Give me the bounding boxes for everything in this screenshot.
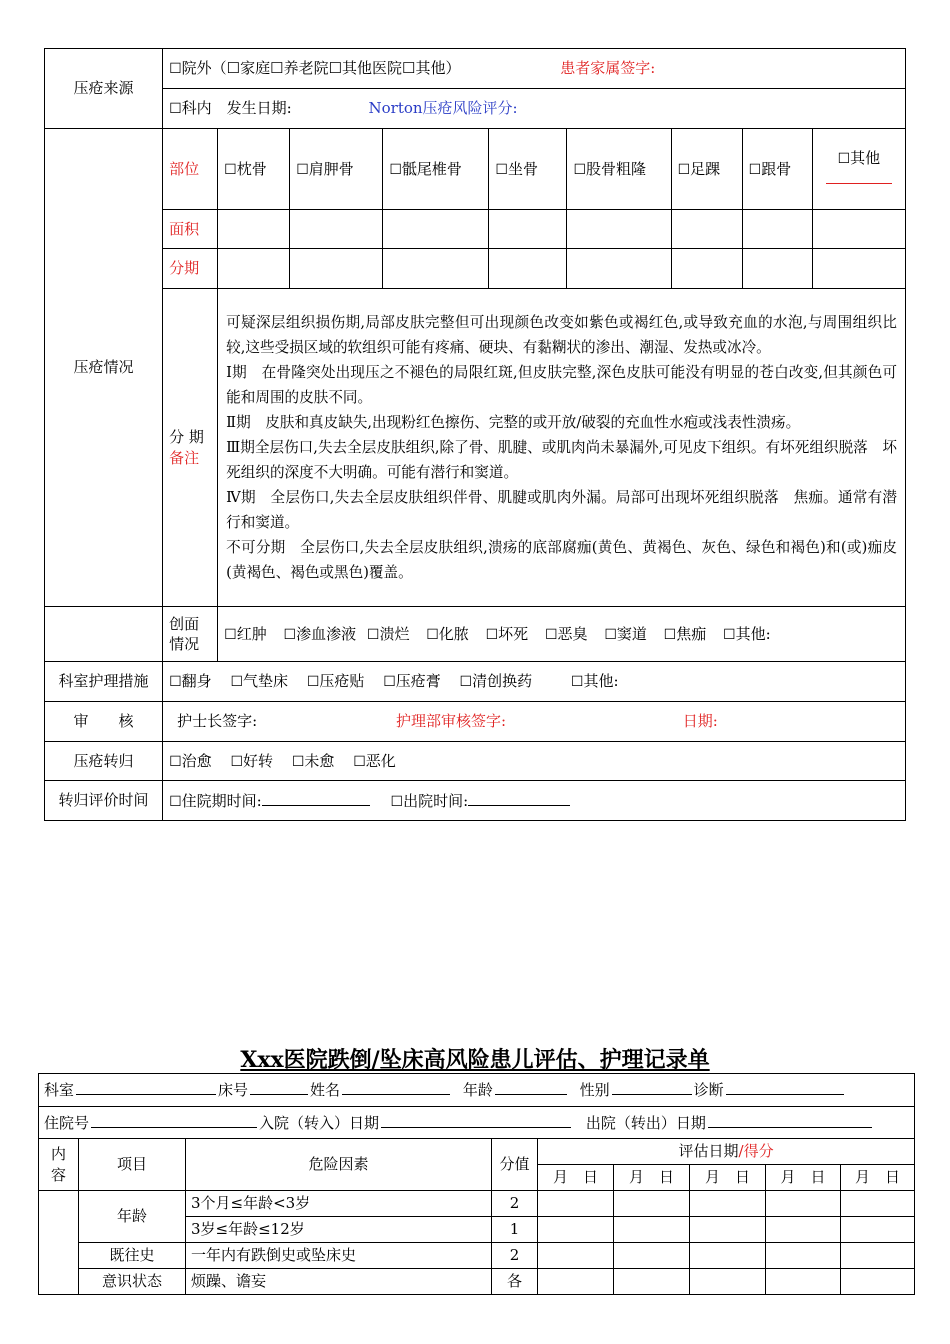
- stage-notes: [218, 289, 906, 607]
- inside-checkbox[interactable]: [169, 99, 182, 117]
- area-cell[interactable]: [218, 210, 290, 249]
- dept-field[interactable]: [76, 1079, 216, 1095]
- area-cell[interactable]: [489, 210, 567, 249]
- eval-time-row: [163, 781, 906, 821]
- inpatient-field[interactable]: [262, 790, 370, 806]
- note-stage4: Ⅳ期 全层伤口,失去全层皮肤组织伴骨、肌腱或肌肉外漏。局部可出现坏死组织脱落 焦痂。通常有潜行和窦道。: [226, 489, 897, 531]
- score-input[interactable]: [690, 1269, 766, 1295]
- note-stage1: Ⅰ期 在骨隆突处出现压之不褪色的局限红斑,但皮肤完整,深色皮肤可能没有明显的苍白改变,但其颜色可能和周围的皮肤不同。: [226, 364, 897, 406]
- wound-option[interactable]: ☐ 其他:: [723, 625, 771, 643]
- measure-option[interactable]: ☐ 压疮贴: [307, 672, 365, 690]
- bed-field[interactable]: [250, 1079, 308, 1095]
- discharge-field[interactable]: [468, 790, 570, 806]
- item-age: 年龄: [79, 1191, 186, 1243]
- stage-note-label: 分 期 备注: [163, 289, 218, 607]
- measure-option[interactable]: ☐ 其他:: [571, 672, 619, 690]
- eval-time-label: 转归评价时间: [45, 781, 163, 821]
- measure-option[interactable]: ☐ 翻身: [169, 672, 212, 690]
- score-input[interactable]: [841, 1269, 915, 1295]
- fall-risk-form-title: Xxx医院跌倒/坠床高风险患儿评估、护理记录单: [240, 1047, 710, 1073]
- col-score: 分值: [492, 1139, 538, 1191]
- date-cell[interactable]: 月 日: [841, 1165, 915, 1191]
- wound-option[interactable]: ☐ 窦道: [604, 625, 647, 643]
- stage-cell[interactable]: [671, 249, 742, 289]
- measures-label: 科室护理措施: [45, 662, 163, 702]
- discharge-label: 出院时间:: [403, 791, 469, 810]
- area-label: 面积: [163, 210, 218, 249]
- site-occipital[interactable]: ☐ 枕骨: [218, 129, 290, 210]
- site-trochanter[interactable]: ☐ 股骨粗隆: [567, 129, 671, 210]
- col-item: 项目: [79, 1139, 186, 1191]
- patient-info-row2: 住院号 入院（转入）日期 出院（转出）日期: [39, 1107, 915, 1139]
- family-sign-label: 患者家属签字:: [560, 59, 656, 78]
- inside-text: 科内 发生日期:: [181, 99, 292, 118]
- source-row2: [163, 89, 906, 129]
- site-ankle[interactable]: ☐ 足踝: [671, 129, 742, 210]
- wound-option[interactable]: ☐ 恶臭: [545, 625, 588, 643]
- score-input[interactable]: [538, 1269, 614, 1295]
- score-cell: 2: [492, 1243, 538, 1269]
- area-cell[interactable]: [671, 210, 742, 249]
- site-heel[interactable]: ☐ 跟骨: [742, 129, 812, 210]
- date-cell[interactable]: 月 日: [614, 1165, 690, 1191]
- outcome-option[interactable]: ☐ 好转: [230, 752, 273, 770]
- score-cell: 1: [492, 1217, 538, 1243]
- score-input[interactable]: [614, 1217, 690, 1243]
- review-row: [163, 702, 906, 742]
- item-consciousness: 意识状态: [79, 1269, 186, 1295]
- stage-cell[interactable]: [218, 249, 290, 289]
- wound-option[interactable]: ☐ 渗血渗液: [284, 625, 357, 643]
- score-input[interactable]: [690, 1243, 766, 1269]
- name-field[interactable]: [342, 1079, 450, 1095]
- score-input[interactable]: [538, 1191, 614, 1217]
- wound-option[interactable]: ☐ 焦痂: [664, 625, 707, 643]
- pressure-ulcer-form: [44, 48, 906, 821]
- score-input[interactable]: [841, 1191, 915, 1217]
- inpatient-checkbox[interactable]: [169, 792, 182, 810]
- score-input[interactable]: [766, 1217, 841, 1243]
- score-input[interactable]: [766, 1191, 841, 1217]
- note-unstageable: 不可分期 全层伤口,失去全层皮肤组织,溃疡的底部腐痂(黄色、黄褐色、灰色、绿色和褐色)和(或)痂皮(黄褐色、褐色或黑色)覆盖。: [226, 539, 897, 581]
- area-cell[interactable]: [290, 210, 383, 249]
- fall-risk-form: [38, 1073, 915, 1295]
- age-field[interactable]: [495, 1079, 567, 1095]
- admission-no-field[interactable]: [91, 1112, 257, 1128]
- date-cell[interactable]: 月 日: [538, 1165, 614, 1191]
- score-cell: 各: [492, 1269, 538, 1295]
- admit-date-field[interactable]: [381, 1112, 571, 1128]
- stage-cell[interactable]: [383, 249, 489, 289]
- diagnosis-field[interactable]: [726, 1079, 844, 1095]
- score-input[interactable]: [841, 1217, 915, 1243]
- patient-info-row1: 科室 床号 姓名 年龄 性别 诊断: [39, 1074, 915, 1107]
- score-input[interactable]: [690, 1217, 766, 1243]
- outside-checkbox[interactable]: [169, 59, 182, 77]
- measure-option[interactable]: ☐ 气垫床: [230, 672, 288, 690]
- note-dti: 可疑深层组织损伤期,局部皮肤完整但可出现颜色改变如紫色或褐红色,或导致充血的水泡,与周围组织比较,这些受损区域的软组织可能有疼痛、硬块、有黏糊状的渗出、潮湿、发热或冰冷。: [226, 314, 897, 356]
- site-ischium[interactable]: ☐ 坐骨: [489, 129, 567, 210]
- outcome-option[interactable]: ☐ 未愈: [292, 752, 335, 770]
- score-input[interactable]: [614, 1269, 690, 1295]
- outcome-options: [163, 742, 906, 781]
- wound-option[interactable]: ☐ 化脓: [426, 625, 469, 643]
- item-history: 既往史: [79, 1243, 186, 1269]
- source-row1: [163, 49, 906, 89]
- score-input[interactable]: [614, 1191, 690, 1217]
- area-cell[interactable]: [383, 210, 489, 249]
- wound-option[interactable]: ☐ 溃烂: [367, 625, 410, 643]
- score-input[interactable]: [766, 1269, 841, 1295]
- outcome-label: 压疮转归: [45, 742, 163, 781]
- score-input[interactable]: [538, 1243, 614, 1269]
- factor-cell: 3岁≤年龄≤12岁: [186, 1217, 492, 1243]
- wound-label: 创面情况: [163, 607, 218, 662]
- stage-cell[interactable]: [567, 249, 671, 289]
- area-cell[interactable]: [742, 210, 812, 249]
- score-cell: 2: [492, 1191, 538, 1217]
- wound-option[interactable]: ☐ 坏死: [486, 625, 529, 643]
- date-cell[interactable]: 月 日: [690, 1165, 766, 1191]
- review-label: 审 核: [45, 702, 163, 742]
- source-label: 压疮来源: [45, 49, 163, 129]
- norton-label: Norton压疮风险评分:: [368, 99, 518, 118]
- col-factor: 危险因素: [186, 1139, 492, 1191]
- score-input[interactable]: [614, 1243, 690, 1269]
- date-cell[interactable]: 月 日: [766, 1165, 841, 1191]
- content-cell: [39, 1191, 79, 1295]
- stage-label: 分期: [163, 249, 218, 289]
- score-input[interactable]: [538, 1217, 614, 1243]
- review-date: 日期:: [682, 712, 718, 731]
- discharge-checkbox[interactable]: [391, 792, 404, 810]
- outcome-option[interactable]: ☐ 治愈: [169, 752, 212, 770]
- stage-cell[interactable]: [812, 249, 905, 289]
- outside-text: 院外（☐家庭☐养老院☐其他医院☐其他）: [181, 59, 461, 78]
- situation-label: 压疮情况: [45, 129, 163, 607]
- site-sacrum[interactable]: ☐ 骶尾椎骨: [383, 129, 489, 210]
- site-label: 部位: [163, 129, 218, 210]
- head-nurse-sign: 护士长签字:: [177, 712, 258, 731]
- gender-field[interactable]: [612, 1079, 692, 1095]
- area-cell[interactable]: [567, 210, 671, 249]
- stage-cell[interactable]: [742, 249, 812, 289]
- site-scapula[interactable]: ☐ 肩胛骨: [290, 129, 383, 210]
- inpatient-label: 住院期时间:: [181, 791, 262, 810]
- col-content: 内容: [39, 1139, 79, 1191]
- measure-option[interactable]: ☐ 压疮膏: [383, 672, 441, 690]
- dept-review-sign: 护理部审核签字:: [395, 712, 507, 731]
- factor-cell: 一年内有跌倒史或坠床史: [186, 1243, 492, 1269]
- discharge-date-field[interactable]: [708, 1112, 872, 1128]
- note-stage2: Ⅱ期 皮肤和真皮缺失,出现粉红色擦伤、完整的或开放/破裂的充血性水疱或浅表性溃疡。: [226, 414, 801, 431]
- stage-cell[interactable]: [489, 249, 567, 289]
- score-input[interactable]: [841, 1243, 915, 1269]
- score-input[interactable]: [690, 1191, 766, 1217]
- note-stage3: Ⅲ期全层伤口,失去全层皮肤组织,除了骨、肌腱、或肌肉尚未暴漏外,可见皮下组织。有坏死组织脱落 坏死组织的深度不大明确。可能有潜行和窦道。: [226, 439, 897, 481]
- site-other[interactable]: ☐ 其他: [812, 129, 905, 210]
- measures-options: [163, 662, 906, 702]
- measure-option[interactable]: ☐ 清创换药: [460, 672, 533, 690]
- factor-cell: 烦躁、谵妄: [186, 1269, 492, 1295]
- factor-cell: 3个月≤年龄<3岁: [186, 1191, 492, 1217]
- area-cell[interactable]: [812, 210, 905, 249]
- score-input[interactable]: [766, 1243, 841, 1269]
- outcome-option[interactable]: ☐ 恶化: [353, 752, 396, 770]
- eval-date-header: 评估日期/得分: [538, 1139, 915, 1165]
- wound-options: [218, 607, 906, 662]
- wound-option[interactable]: ☐ 红肿: [224, 625, 267, 643]
- stage-cell[interactable]: [290, 249, 383, 289]
